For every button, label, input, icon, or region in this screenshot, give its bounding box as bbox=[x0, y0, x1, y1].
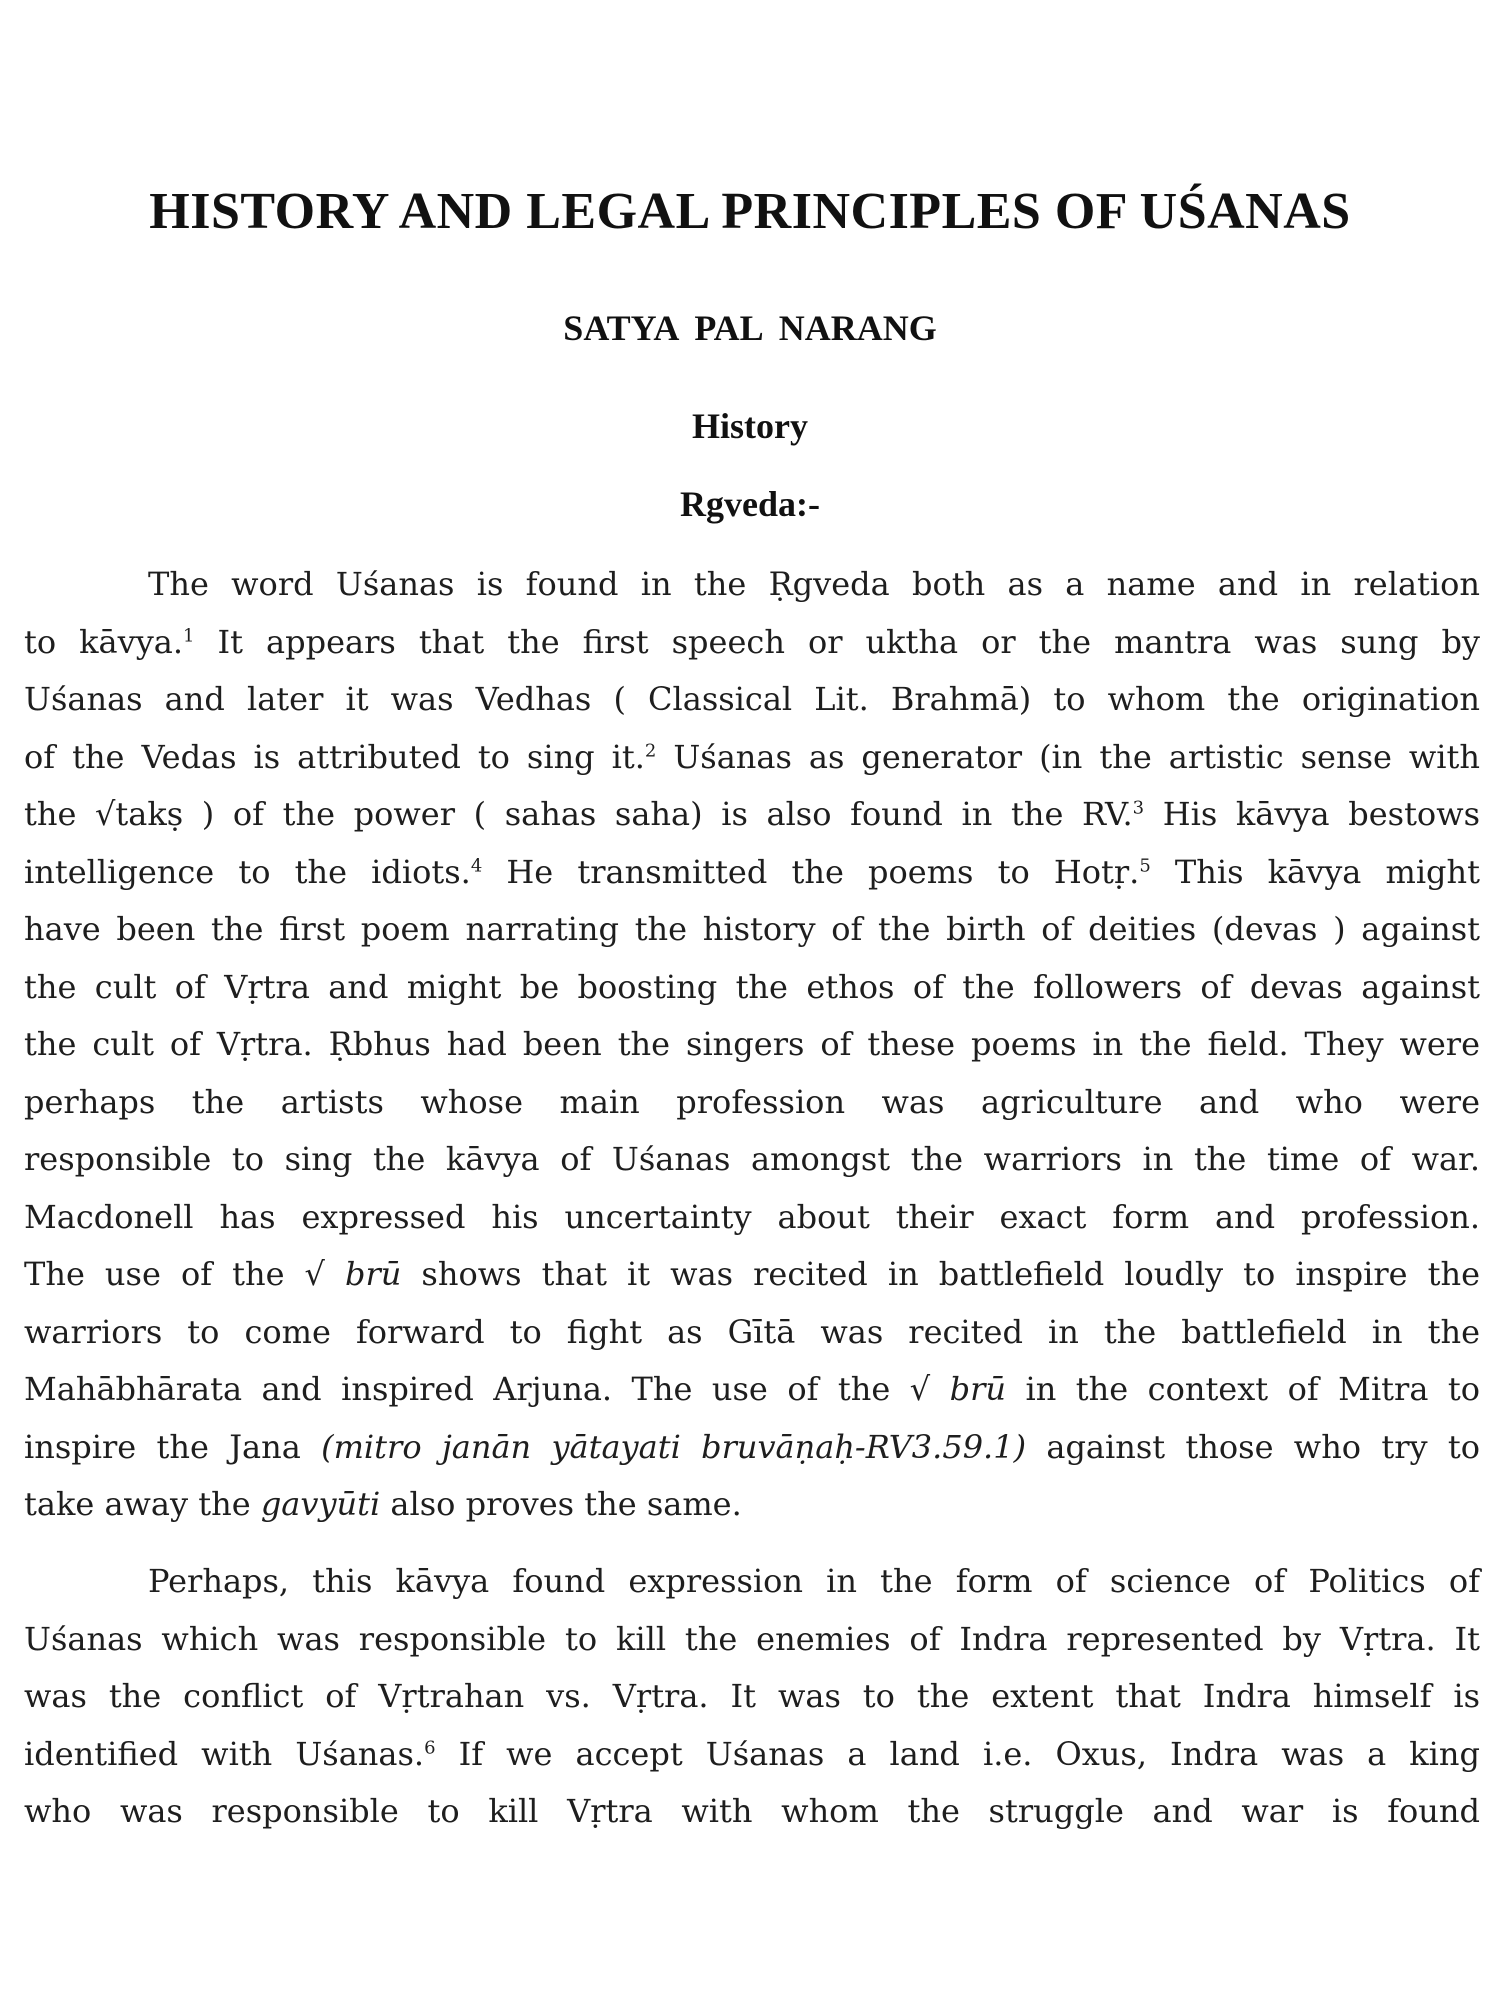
paragraph-1 bbox=[24, 556, 1480, 1534]
text-line: The use of the √ brū shows that it was recited in battlefield loudly to inspire the bbox=[24, 1255, 1481, 1293]
page-title: HISTORY AND LEGAL PRINCIPLES OF UŚANAS bbox=[149, 183, 1351, 240]
text-line: warriors to come forward to fight as Gītā was recited in the battlefield in the bbox=[24, 1312, 1480, 1351]
footnote-ref: 4 bbox=[470, 854, 483, 876]
paragraph-2 bbox=[24, 1553, 1480, 1841]
italic-term: brū bbox=[949, 1370, 1007, 1408]
text-line: Uśanas which was responsible to kill the enemies of Indra represented by Vṛtra. It bbox=[24, 1619, 1480, 1658]
text-line: perhaps the artists whose main profession was agriculture and who were bbox=[24, 1082, 1480, 1121]
section-heading: History bbox=[692, 406, 808, 446]
text-line: identified with Uśanas.$^6$ If we accept Uśanas a land i.e. Oxus, Indra was a king bbox=[24, 1734, 1481, 1773]
text-line: the cult of Vṛtra. Ṛbhus had been the singers of these poems in the field. They were bbox=[24, 1025, 1480, 1063]
italic-term: gavyūti bbox=[260, 1485, 381, 1523]
text-line: take away the gavyūti also proves the same. bbox=[24, 1485, 742, 1523]
footnote-ref: 2 bbox=[644, 739, 657, 761]
footnote-ref: 6 bbox=[424, 1736, 436, 1758]
text-line: intelligence to the idiots.$^4$ He transmitted the poems to Hotṛ.$^5$ This kāvya might bbox=[24, 852, 1480, 891]
text-line: who was responsible to kill Vṛtra with whom the struggle and war is found bbox=[24, 1792, 1480, 1830]
text-line: The word Uśanas is found in the Ṛgveda both as a name and in relation bbox=[148, 565, 1480, 603]
text-line: Uśanas and later it was Vedhas ( Classical Lit. Brahmā) to whom the origination bbox=[24, 680, 1480, 718]
footnote-ref: 1 bbox=[183, 624, 195, 646]
text-line: Macdonell has expressed his uncertainty about their exact form and profession. bbox=[24, 1197, 1480, 1236]
text-line: the cult of Vṛtra and might be boosting the ethos of the followers of devas against bbox=[24, 967, 1480, 1006]
text-line: the √takṣ ) of the power ( sahas saha) is also found in the RV.$^3$ His kāvya bestows bbox=[24, 795, 1481, 833]
italic-term: brū bbox=[345, 1255, 402, 1293]
text-line: have been the first poem narrating the history of the birth of deities (devas ) against bbox=[24, 910, 1480, 948]
text-line: responsible to sing the kāvya of Uśanas amongst the warriors in the time of war. bbox=[24, 1140, 1480, 1178]
text-line: Mahābhārata and inspired Arjuna. The use of the √ brū in the context of Mitra to bbox=[24, 1370, 1481, 1408]
text-line: of the Vedas is attributed to sing it.$^2$ Uśanas as generator (in the artistic sense with bbox=[24, 737, 1480, 776]
italic-citation: (mitro janān yātayati bruvāṇaḥ-RV3.59.1) bbox=[321, 1427, 1027, 1466]
text-line: Perhaps, this kāvya found expression in the form of science of Politics of bbox=[148, 1562, 1480, 1600]
sub-heading: Rgveda:- bbox=[680, 484, 820, 524]
footnote-ref: 3 bbox=[1132, 797, 1145, 819]
text-line: to kāvya.$^1$ It appears that the first speech or uktha or the mantra was sung by bbox=[24, 622, 1481, 661]
text-line: inspire the Jana (mitro janān yātayati bruvāṇaḥ-RV3.59.1) against those who try to bbox=[24, 1427, 1481, 1466]
text-line: was the conflict of Vṛtrahan vs. Vṛtra. It was to the extent that Indra himself is bbox=[24, 1677, 1480, 1715]
footnote-ref: 5 bbox=[1139, 854, 1151, 876]
author-name: SATYA PAL NARANG bbox=[563, 308, 937, 348]
